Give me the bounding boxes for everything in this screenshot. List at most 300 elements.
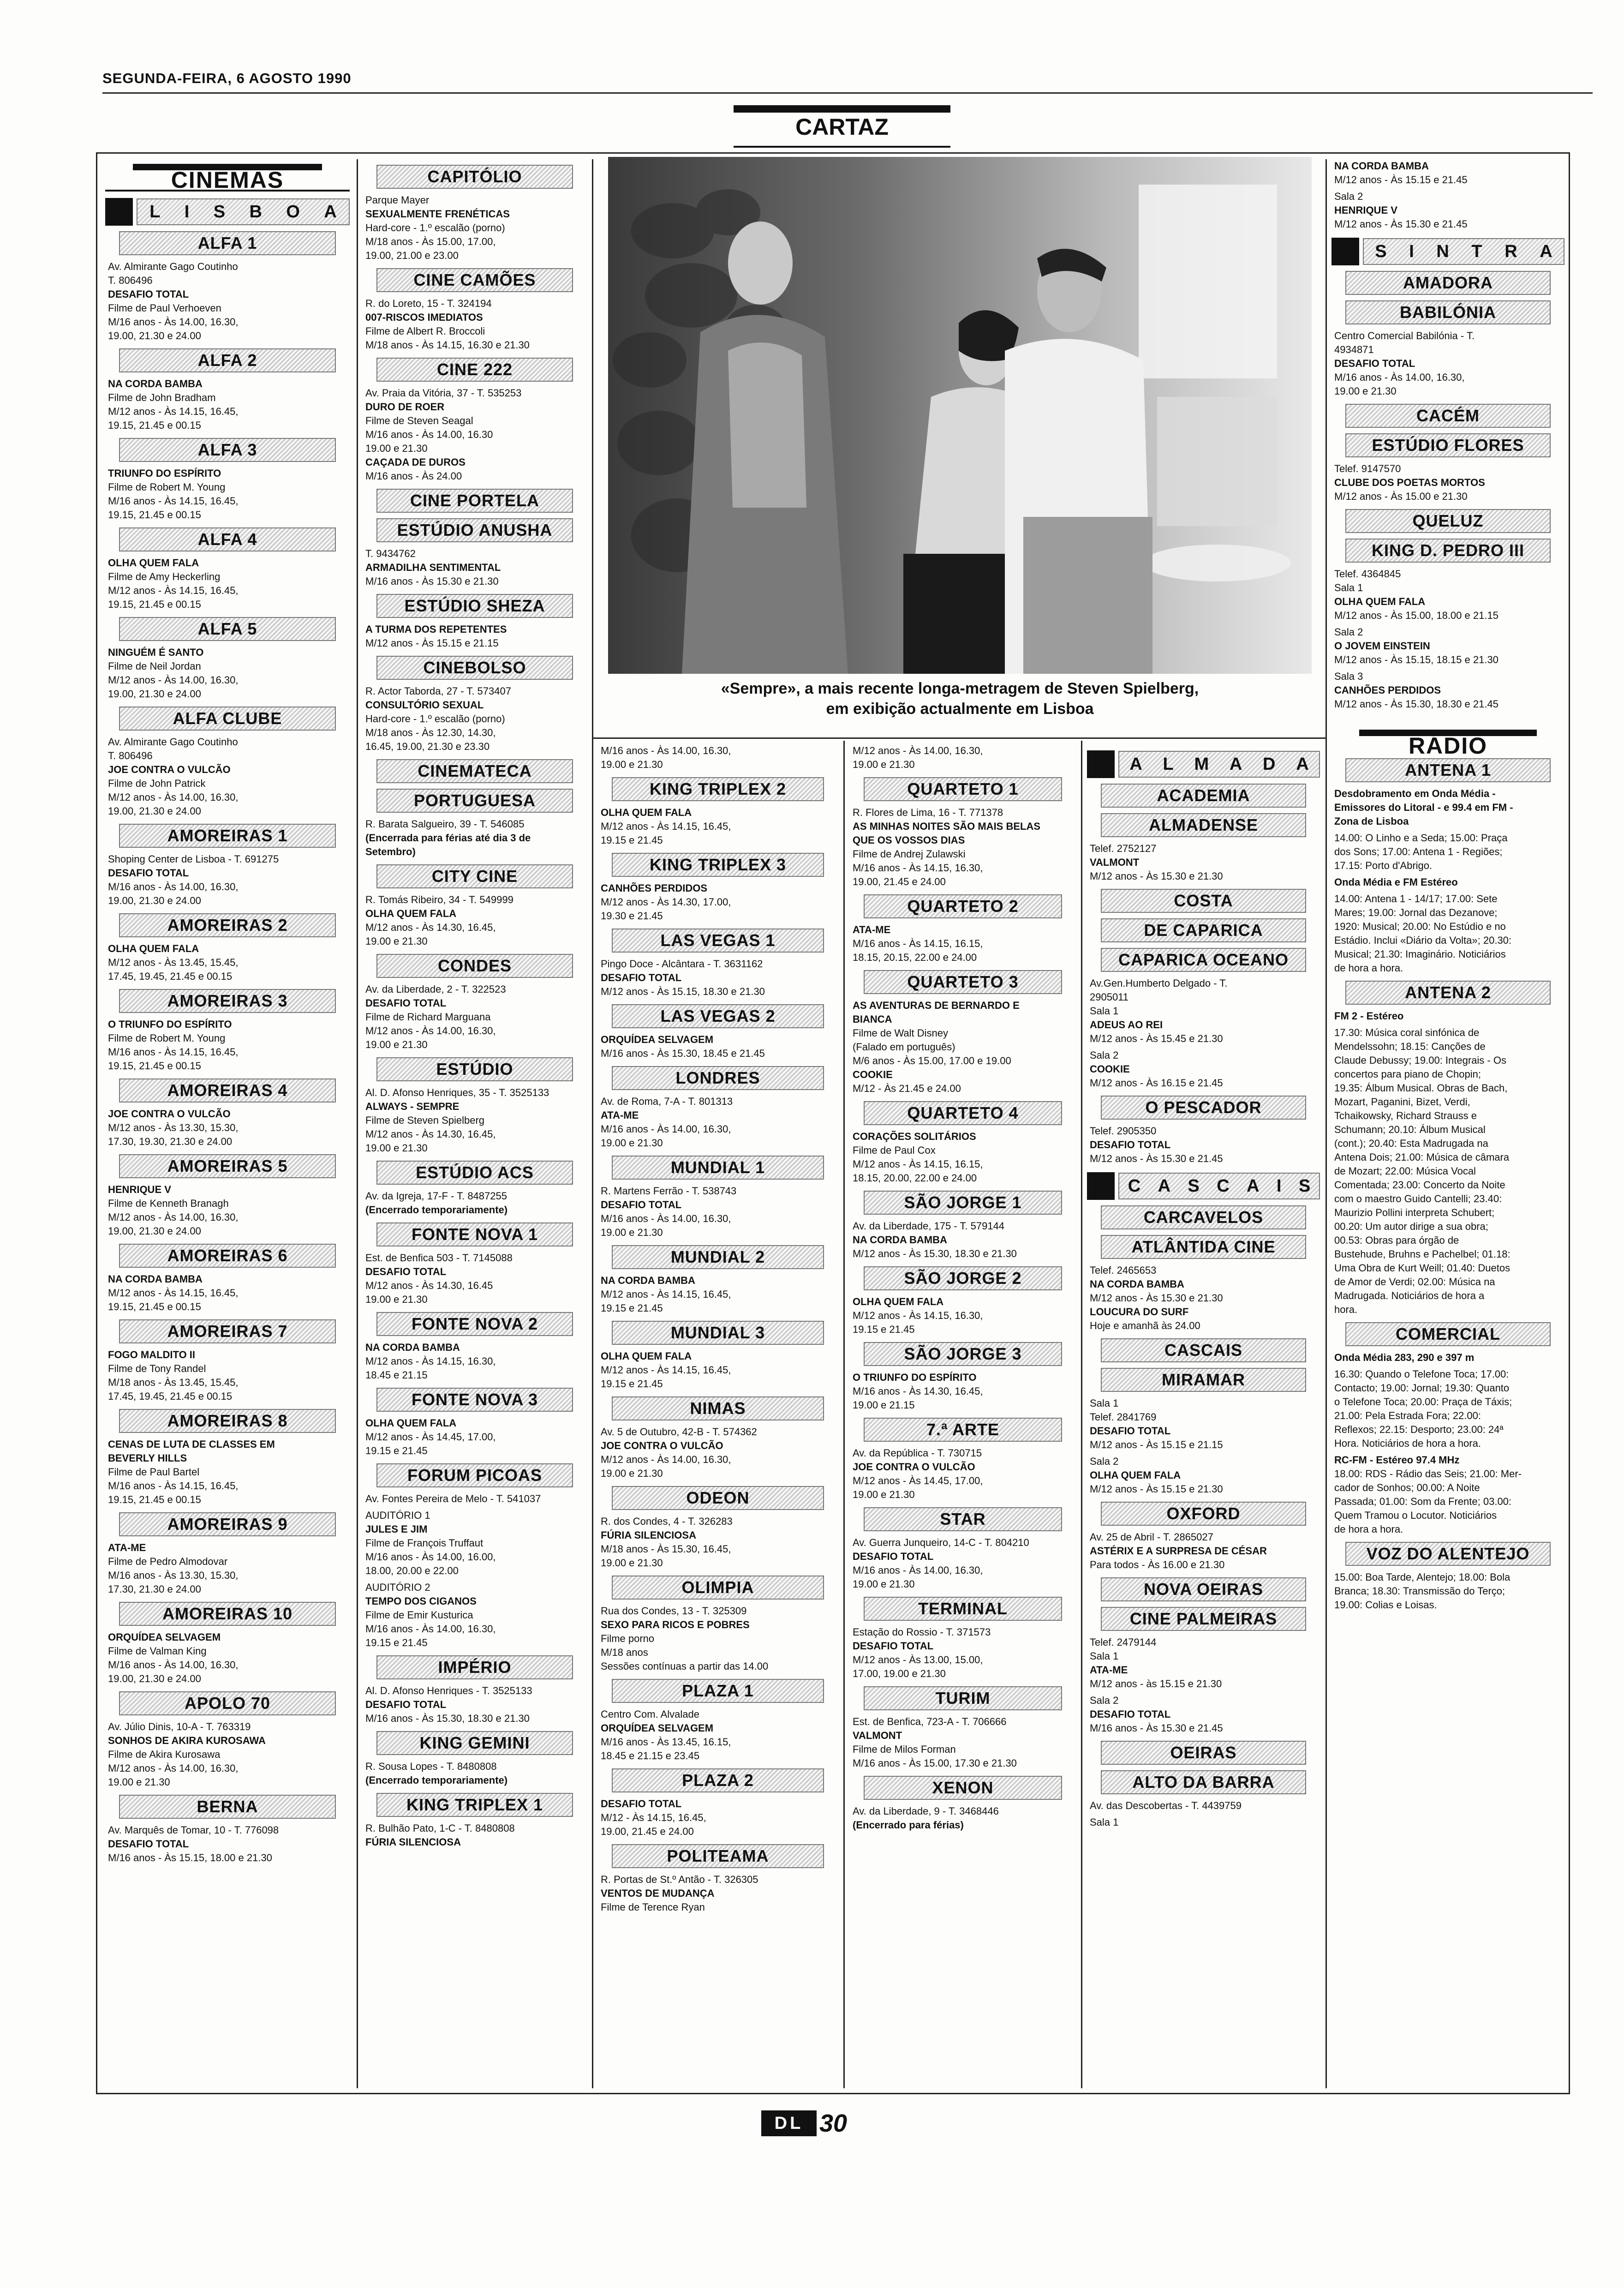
listing-line: 19.15 e 21.45 (601, 834, 663, 846)
listing-entry (1334, 1453, 1562, 1536)
listing-line: Telef. 2905350 (1090, 1125, 1157, 1137)
listing-entry (108, 1018, 347, 1073)
listing-entry (1090, 1396, 1317, 1452)
listing-entry (1090, 1124, 1317, 1166)
listing-line: Av. Almirante Gago Coutinho (108, 261, 238, 272)
venue-heading-king-triplex-1: KING TRIPLEX 1 (376, 1793, 573, 1817)
listing-line: 19.00 e 21.30 (365, 1142, 428, 1154)
listing-line: M/12 anos - Às 14.00, 16.30, (108, 1211, 239, 1223)
listing-line: Av. da Liberdade, 9 - T. 3468446 (853, 1805, 999, 1817)
listing-line: dos Sons; 17.00: Antena 1 - Regiões; (1334, 846, 1503, 857)
listing-entry (365, 1581, 584, 1650)
listing-title: Onda Média 283, 290 e 397 m (1334, 1352, 1475, 1363)
listing-entry (601, 1349, 835, 1391)
listing-title: Zona de Lisboa (1334, 815, 1409, 827)
page-footer (761, 2109, 847, 2138)
venue-heading-amoreiras-10: AMOREIRAS 10 (119, 1602, 336, 1626)
listing-line: M/12 anos - Às 15.00, 18.00 e 21.15 (1334, 610, 1499, 621)
listing-line: Telef. 2752127 (1090, 843, 1157, 854)
listing-title: ORQUÍDEA SELVAGEM (601, 1722, 714, 1734)
listing-line: Filme de Andrej Zulawski (853, 848, 966, 860)
photo-bottom-rule (592, 737, 1327, 739)
dateline: SEGUNDA-FEIRA, 6 AGOSTO 1990 (102, 70, 352, 86)
listing-line: Filme de Walt Disney (853, 1027, 949, 1039)
listing-title: NA CORDA BAMBA (108, 378, 203, 389)
listing-entry (853, 1130, 1073, 1185)
listing-entry (108, 735, 347, 818)
region-letter: T (1471, 242, 1482, 261)
listing-line: Filme de Paul Bartel (108, 1466, 200, 1478)
listing-entry (108, 1107, 347, 1149)
venue-heading-politeama: POLITEAMA (612, 1844, 824, 1868)
region-letter: C (1128, 1176, 1141, 1196)
listing-line: 18.45 e 21.15 (365, 1369, 428, 1381)
listing-title: DESAFIO TOTAL (1090, 1425, 1171, 1437)
listing-title: NA CORDA BAMBA (108, 1273, 203, 1285)
venue-heading-cascais: CASCAIS (1101, 1338, 1306, 1362)
region-banner (1331, 238, 1564, 265)
listing-line: 19.00 e 21.30 (108, 1776, 170, 1788)
listing-line: M/12 anos - Às 14.30, 16.45, (365, 1128, 496, 1140)
listing-entry (853, 1219, 1073, 1261)
venue-heading-portuguesa: PORTUGUESA (376, 789, 573, 813)
listing-line: M/12 anos - às 15.15 e 21.30 (1090, 1678, 1222, 1690)
listing-entry (853, 999, 1073, 1096)
listing-line: 19.15, 21.45 e 00.15 (108, 1060, 201, 1072)
venue-heading-mundial-1: MUNDIAL 1 (612, 1156, 824, 1180)
listing-entry (1090, 1049, 1317, 1090)
listing-line: M/12 anos - Às 15.15 e 21.45 (1334, 174, 1468, 186)
listing-line: Telef. 4364845 (1334, 568, 1401, 580)
venue-heading-alfa-clube: ALFA CLUBE (119, 707, 336, 731)
listing-entry (108, 1272, 347, 1314)
region-letter: L (149, 202, 161, 222)
venue-heading-sao-jorge-2: SÃO JORGE 2 (864, 1266, 1062, 1290)
listing-line: AUDITÓRIO 1 (365, 1510, 430, 1521)
listing-entry (853, 1804, 1073, 1832)
venue-heading-costa: COSTA (1101, 889, 1306, 913)
listing-line: Parque Mayer (365, 194, 430, 206)
listing-line: Sala 1 (1334, 582, 1363, 593)
listing-entry (853, 923, 1073, 965)
listing-line: 19.00 e 21.30 (853, 1489, 915, 1500)
region-square-icon (1087, 750, 1115, 778)
listing-entry (1090, 977, 1317, 1046)
listing-line: M/16 anos - Às 14.15, 16.30, (853, 862, 983, 874)
photo-caption-line: «Sempre», a mais recente longa-metragem de Steven Spielberg, (721, 680, 1199, 697)
region-letter: A (1158, 1176, 1171, 1196)
listing-line: (cont.); 20.40: Esta Madrugada na (1334, 1138, 1488, 1149)
venue-heading-olimpia: OLIMPIA (612, 1576, 824, 1600)
region-letter: S (213, 202, 226, 222)
listing-line: 18.15, 20.00, 22.00 e 24.00 (853, 1172, 977, 1184)
listing-line: Al. D. Afonso Henriques, 35 - T. 3525133 (365, 1087, 549, 1098)
venue-heading-antena-1: ANTENA 1 (1345, 758, 1551, 782)
listing-entry (108, 467, 347, 522)
listing-entry (1090, 1530, 1317, 1572)
venue-heading-o-pescador: O PESCADOR (1101, 1096, 1306, 1120)
venue-heading-academia: ACADEMIA (1101, 784, 1306, 808)
listing-line: M/16 anos - Às 14.15, 16.45, (108, 495, 239, 507)
listing-line: Centro Comercial Babilónia - T. (1334, 330, 1475, 342)
venue-heading-estudio-sheza: ESTÚDIO SHEZA (376, 594, 573, 618)
listing-entry (1090, 1636, 1317, 1691)
listing-title: LOUCURA DO SURF (1090, 1306, 1189, 1318)
listing-entry (365, 1760, 584, 1787)
listing-line: Filme de Steven Spielberg (365, 1115, 485, 1126)
venue-heading-oeiras: OEIRAS (1101, 1741, 1306, 1765)
listing-line: M/12 anos - Às 15.45 e 21.30 (1090, 1033, 1223, 1044)
column-divider (843, 741, 845, 2088)
venue-heading-voz-do-alentejo: VOZ DO ALENTEJO (1345, 1542, 1551, 1566)
listing-line: 19.00 e 21.30 (365, 1039, 428, 1050)
venue-heading-estudio: ESTÚDIO (376, 1057, 573, 1081)
venue-heading-amoreiras-4: AMOREIRAS 4 (119, 1079, 336, 1103)
listing-line: Estação do Rossio - T. 371573 (853, 1626, 991, 1638)
listing-line: (Falado em português) (853, 1041, 955, 1053)
listing-line: M/12 anos - Às 14.15, 16.30, (853, 1310, 983, 1321)
venue-heading-turim: TURIM (864, 1686, 1062, 1710)
listing-entry (1334, 1367, 1562, 1450)
listing-line: 19.15 e 21.45 (601, 1302, 663, 1314)
listing-line: M/16 anos - Às 15.30 e 21.30 (365, 575, 499, 587)
listing-title: NA CORDA BAMBA (1090, 1278, 1184, 1290)
listing-line: M/16 anos - Às 14.15, 16.45, (108, 1480, 239, 1492)
listing-title: DESAFIO TOTAL (365, 1266, 447, 1277)
venue-heading-las-vegas-2: LAS VEGAS 2 (612, 1004, 824, 1028)
listing-entry (853, 744, 1073, 772)
listing-line: AUDITÓRIO 2 (365, 1582, 430, 1593)
listing-line: M/12 anos - Às 15.30 e 21.30 (1090, 870, 1223, 882)
venue-heading-terminal: TERMINAL (864, 1597, 1062, 1621)
listing-line: Maurizio Pollini interpreta Schubert; (1334, 1207, 1495, 1218)
region-letter: C (1217, 1176, 1230, 1196)
venue-heading-amoreiras-9: AMOREIRAS 9 (119, 1512, 336, 1536)
listing-title: FOGO MALDITO II (108, 1349, 196, 1360)
listing-line: 19.35: Álbum Musical. Obras de Bach, (1334, 1082, 1508, 1094)
listing-line: M/16 anos - Às 14.15, 16.15, (853, 938, 983, 949)
listing-line: Bustehude, Bruhns e Pachelbel; 01.18: (1334, 1248, 1511, 1260)
listing-entry (853, 1536, 1073, 1591)
venue-heading-star: STAR (864, 1507, 1062, 1531)
listing-line: 19.00, 21.30 e 24.00 (108, 895, 201, 906)
venue-heading-mundial-2: MUNDIAL 2 (612, 1245, 824, 1269)
venue-heading-antena-2: ANTENA 2 (1345, 981, 1551, 1005)
listing-line: R. Bulhão Pato, 1-C - T. 8480808 (365, 1822, 515, 1834)
listing-line: de Mozart; 22.00: Música Vocal (1334, 1165, 1476, 1177)
column-divider (1081, 741, 1082, 2088)
listing-line: Schumann; 20.10: Álbum Musical (1334, 1124, 1486, 1135)
listing-title: OLHA QUEM FALA (365, 908, 457, 919)
venue-heading-nova-oeiras: NOVA OEIRAS (1101, 1577, 1306, 1601)
listing-entry (365, 1341, 584, 1382)
venue-heading-queluz: QUELUZ (1345, 509, 1551, 533)
page-number: 30 (819, 2109, 848, 2137)
region-square-icon (1087, 1172, 1115, 1200)
listing-line: Av. Fontes Pereira de Melo - T. 541037 (365, 1493, 541, 1504)
listing-title: OLHA QUEM FALA (108, 557, 199, 569)
listing-line: 19.00, 21.30 e 24.00 (108, 330, 201, 342)
listing-line: Av. 5 de Outubro, 42-B - T. 574362 (601, 1426, 757, 1438)
listing-line: 19.15, 21.45 e 00.15 (108, 509, 201, 521)
venue-heading-fonte-nova-3: FONTE NOVA 3 (376, 1388, 573, 1412)
region-letter: N (1436, 242, 1449, 261)
listing-entry (365, 547, 584, 588)
listing-line: M/16 anos - Às 14.00, 16.00, (365, 1551, 496, 1563)
venue-heading-almadense: ALMADENSE (1101, 813, 1306, 837)
listing-line: M/12 anos - Às 16.15 e 21.45 (1090, 1077, 1223, 1089)
venue-heading-babilonia: BABILÓNIA (1345, 300, 1551, 324)
listing-line: 18.15, 20.15, 22.00 e 24.00 (853, 952, 977, 963)
listing-line: Sala 2 (1334, 626, 1363, 638)
venue-heading-atlantida-cine: ATLÂNTIDA CINE (1101, 1235, 1306, 1259)
venue-heading-cine-222: CINE 222 (376, 358, 573, 382)
listing-line: M/18 anos - Às 13.45, 15.45, (108, 1377, 239, 1388)
listing-entry (853, 1625, 1073, 1681)
listing-title: DESAFIO TOTAL (1334, 358, 1415, 369)
listing-line: 16.30: Quando o Telefone Toca; 17.00: (1334, 1368, 1509, 1380)
listing-line: 19.00 e 21.30 (601, 1227, 663, 1238)
venue-heading-quarteto-3: QUARTETO 3 (864, 970, 1062, 994)
venue-heading-apolo-70: APOLO 70 (119, 1691, 336, 1715)
listing-entry (601, 1708, 835, 1763)
listing-line: M/12 anos - Às 13.45, 15.45, (108, 957, 239, 968)
listing-line: 17.00, 19.00 e 21.30 (853, 1668, 946, 1679)
listing-line: Av.Gen.Humberto Delgado - T. (1090, 977, 1228, 989)
listing-line: 19.30 e 21.45 (601, 910, 663, 922)
listing-title: DESAFIO TOTAL (853, 1640, 934, 1652)
listing-line: Musical; 21.30: Imaginário. Noticiários (1334, 948, 1506, 960)
listing-title: CONSULTÓRIO SEXUAL (365, 699, 484, 711)
listing-entry (601, 1095, 835, 1150)
listing-line: M/12 anos - Às 14.15, 16.30, (365, 1355, 496, 1367)
venue-heading-quarteto-1: QUARTETO 1 (864, 777, 1062, 801)
venue-heading-amadora: AMADORA (1345, 271, 1551, 295)
listing-title: VALMONT (853, 1730, 902, 1741)
listing-entry (1090, 1799, 1317, 1813)
listing-title: JOE CONTRA O VULCÃO (108, 764, 231, 775)
listing-title: COOKIE (1090, 1063, 1130, 1075)
listing-line: Filme de François Truffaut (365, 1537, 484, 1549)
listing-title: NA CORDA BAMBA (1334, 160, 1429, 172)
region-square-icon (105, 198, 133, 226)
listing-line: M/12 anos - Às 15.30, 18.30 e 21.45 (1334, 698, 1499, 710)
listing-line: M/16 anos - Às 14.00, 16.30 (365, 429, 493, 440)
listing-line: Shoping Center de Lisboa - T. 691275 (108, 853, 279, 865)
venue-heading-forum-picoas: FORUM PICOAS (376, 1463, 573, 1487)
listing-line: Quem Tramou o Locutor. Noticiários (1334, 1510, 1497, 1521)
listing-title: DESAFIO TOTAL (108, 867, 189, 879)
listing-line: M/16 anos - Às 14.30, 16.45, (853, 1385, 983, 1397)
listing-title: OLHA QUEM FALA (1090, 1469, 1181, 1481)
listing-entry (365, 623, 584, 650)
listing-line: M/12 anos - Às 15.15 e 21.30 (1090, 1483, 1223, 1495)
photo-caption (608, 678, 1312, 719)
listing-line: Filme de Akira Kurosawa (108, 1749, 221, 1760)
listing-title: O TRIUNFO DO ESPÍRITO (108, 1019, 232, 1030)
venue-heading-king-triplex-3: KING TRIPLEX 3 (612, 853, 824, 877)
venue-heading-king-d-pedro-iii: KING D. PEDRO III (1345, 539, 1551, 563)
listing-line: Av. Almirante Gago Coutinho (108, 736, 238, 748)
venue-heading-odeon: ODEON (612, 1486, 824, 1510)
venue-heading-xenon: XENON (864, 1776, 1062, 1800)
listing-line: 19.15, 21.45 e 00.15 (108, 1301, 201, 1312)
listing-title: O JOVEM EINSTEIN (1334, 640, 1430, 652)
listing-line: Av. Júlio Dinis, 10-A - T. 763319 (108, 1721, 251, 1732)
venue-heading-alfa-2: ALFA 2 (119, 348, 336, 372)
listing-title: DESAFIO TOTAL (1090, 1139, 1171, 1150)
listing-entry (1334, 831, 1562, 873)
region-letter: D (1263, 755, 1276, 774)
listing-title: (Encerrado temporariamente) (365, 1204, 508, 1216)
venue-heading-estudio-anusha: ESTÚDIO ANUSHA (376, 518, 573, 542)
listing-title: TEMPO DOS CIGANOS (365, 1595, 477, 1607)
listing-title: NA CORDA BAMBA (853, 1234, 947, 1246)
listing-title: DESAFIO TOTAL (853, 1551, 934, 1562)
listing-line: Est. de Benfica 503 - T. 7145088 (365, 1252, 513, 1264)
listing-line: Filme de Robert M. Young (108, 481, 226, 493)
listing-title: DESAFIO TOTAL (365, 997, 447, 1009)
region-letter: R (1505, 242, 1517, 261)
listing-entry (601, 1274, 835, 1315)
venue-heading-quarteto-4: QUARTETO 4 (864, 1101, 1062, 1125)
listing-title: CAÇADA DE DUROS (365, 456, 466, 468)
listing-line: concertos para piano de Chopin; (1334, 1068, 1481, 1080)
listing-line: Sala 2 (1090, 1049, 1119, 1061)
listing-line: 17.45, 19.45, 21.45 e 00.15 (108, 971, 233, 982)
listing-entry (108, 1348, 347, 1403)
listing-title: VENTOS DE MUDANÇA (601, 1888, 715, 1899)
listing-line: M/16 anos - Às 14.00, 16.30, (601, 1123, 731, 1135)
listing-title: ATA-ME (601, 1109, 639, 1121)
listing-entry (1334, 462, 1562, 503)
listing-line: 19.00, 21.45 e 24.00 (601, 1826, 694, 1837)
venue-heading-amoreiras-5: AMOREIRAS 5 (119, 1154, 336, 1178)
listing-line: 19.00 e 21.30 (1334, 385, 1397, 397)
region-name (1118, 1173, 1320, 1199)
column-divider (1325, 159, 1327, 2088)
listing-title: NA CORDA BAMBA (601, 1275, 695, 1286)
listing-title: OLHA QUEM FALA (1334, 596, 1426, 607)
heading-text: CINEMAS (171, 167, 284, 193)
listing-title: A TURMA DOS REPETENTES (365, 623, 507, 635)
venue-heading-amoreiras-8: AMOREIRAS 8 (119, 1409, 336, 1433)
listing-line: 19.15 e 21.45 (853, 1324, 915, 1335)
listing-line: 19.15 e 21.45 (365, 1445, 428, 1456)
listing-entry (365, 1822, 584, 1849)
listing-line: Hoje e amanhã às 24.00 (1090, 1320, 1200, 1331)
region-name (137, 198, 350, 225)
listing-line: R. do Loreto, 15 - T. 324194 (365, 298, 492, 309)
listing-title: Emissores do Litoral - e 99.4 em FM - (1334, 802, 1513, 813)
region-letter: A (1540, 242, 1552, 261)
listing-title: ATA-ME (108, 1542, 146, 1553)
listing-line: 00.53: Obras para órgão de (1334, 1234, 1459, 1246)
listing-entry (365, 1189, 584, 1217)
listing-line: Telef. 2465653 (1090, 1264, 1157, 1276)
listing-entry (1090, 842, 1317, 883)
listing-title: DESAFIO TOTAL (1090, 1708, 1171, 1720)
listing-line: Filme de Milos Forman (853, 1744, 956, 1755)
listing-line: M/16 anos - Às 14.00, 16.30, (108, 881, 239, 893)
venue-heading-comercial: COMERCIAL (1345, 1322, 1551, 1346)
listing-line: 18.45 e 21.15 e 23.45 (601, 1750, 700, 1762)
venue-heading-amoreiras-1: AMOREIRAS 1 (119, 824, 336, 848)
venue-heading-sao-jorge-3: SÃO JORGE 3 (864, 1342, 1062, 1366)
region-letter: A (1296, 755, 1309, 774)
listing-entry (601, 881, 835, 923)
listing-line: 19.00, 21.45 e 24.00 (853, 876, 946, 887)
venue-heading-plaza-2: PLAZA 2 (612, 1768, 824, 1792)
region-letter: I (184, 202, 190, 222)
listing-title: SEXUALMENTE FRENÉTICAS (365, 208, 510, 220)
listing-entry (853, 806, 1073, 889)
listing-line: 17.15: Porto d'Abrigo. (1334, 860, 1433, 871)
listing-line: 18.00: RDS - Rádio das Seis; 21.00: Mer- (1334, 1468, 1522, 1480)
venue-heading-cinebolso: CINEBOLSO (376, 656, 573, 680)
listing-line: M/18 anos - Às 12.30, 14.30, (365, 727, 496, 738)
venue-heading-fonte-nova-2: FONTE NOVA 2 (376, 1312, 573, 1336)
listing-title: ARMADILHA SENTIMENTAL (365, 562, 501, 573)
listing-line: M/12 anos - Às 14.00, 16.30, (601, 1454, 731, 1465)
listing-line: M/16 anos - Às 14.00, 16.30, (601, 745, 731, 756)
listing-line: T. 9434762 (365, 548, 416, 559)
venue-heading-caparica-oceano: CAPARICA OCEANO (1101, 948, 1306, 972)
column-divider (357, 159, 358, 2088)
listing-line: M/12 anos - Às 15.15 e 21.15 (1090, 1439, 1223, 1450)
listing-entry (1334, 329, 1562, 398)
listing-entry (1334, 190, 1562, 231)
listing-line: 19.15, 21.45 e 00.15 (108, 419, 201, 431)
region-letter: M (1194, 755, 1209, 774)
listing-entry (1334, 787, 1562, 828)
venue-heading-capitolio: CAPITÓLIO (376, 165, 573, 189)
listing-line: M/12 anos - Às 14.15, 16.45, (108, 585, 239, 596)
listing-line: M/12 anos - Às 14.00, 16.30, (108, 791, 239, 803)
venue-heading-berna: BERNA (119, 1795, 336, 1819)
venue-heading-king-triplex-2: KING TRIPLEX 2 (612, 777, 824, 801)
listing-entry (365, 1251, 584, 1306)
listing-entry (601, 1515, 835, 1570)
listing-line: M/16 anos - Às 15.15, 18.00 e 21.30 (108, 1852, 272, 1864)
venue-heading-amoreiras-7: AMOREIRAS 7 (119, 1319, 336, 1343)
region-letter: S (1298, 1176, 1311, 1196)
listing-line: Filme de Neil Jordan (108, 660, 201, 672)
listing-line: Filme de Richard Marguana (365, 1011, 491, 1023)
listing-title: OLHA QUEM FALA (853, 1296, 944, 1307)
venue-heading-amoreiras-2: AMOREIRAS 2 (119, 913, 336, 937)
listing-entry (1334, 567, 1562, 623)
listing-entry (108, 1720, 347, 1789)
venue-heading-oxford: OXFORD (1101, 1502, 1306, 1526)
listing-title: DURO DE ROER (365, 401, 445, 413)
listing-entry (108, 1183, 347, 1238)
heading-text: RÁDIO (1408, 733, 1488, 759)
listing-line: M/12 anos - Às 13.00, 15.00, (853, 1654, 983, 1666)
listing-line: Telef. 2479144 (1090, 1636, 1157, 1648)
listing-entry (601, 1873, 835, 1914)
listing-line: M/12 anos - Às 14.00, 16.30, (365, 1025, 496, 1037)
listing-line: 19.00 e 21.30 (601, 1137, 663, 1149)
cinemas-lisboa-column-3 (598, 744, 838, 2087)
listing-line: Sessões contínuas a partir das 14.00 (601, 1660, 769, 1672)
listing-title: OLHA QUEM FALA (601, 807, 692, 818)
listing-line: Filme porno (601, 1633, 655, 1644)
listing-entry (601, 806, 835, 847)
listing-entry (108, 1438, 347, 1507)
listing-entry (108, 377, 347, 432)
listing-line: Av. da Liberdade, 175 - T. 579144 (853, 1220, 1005, 1232)
